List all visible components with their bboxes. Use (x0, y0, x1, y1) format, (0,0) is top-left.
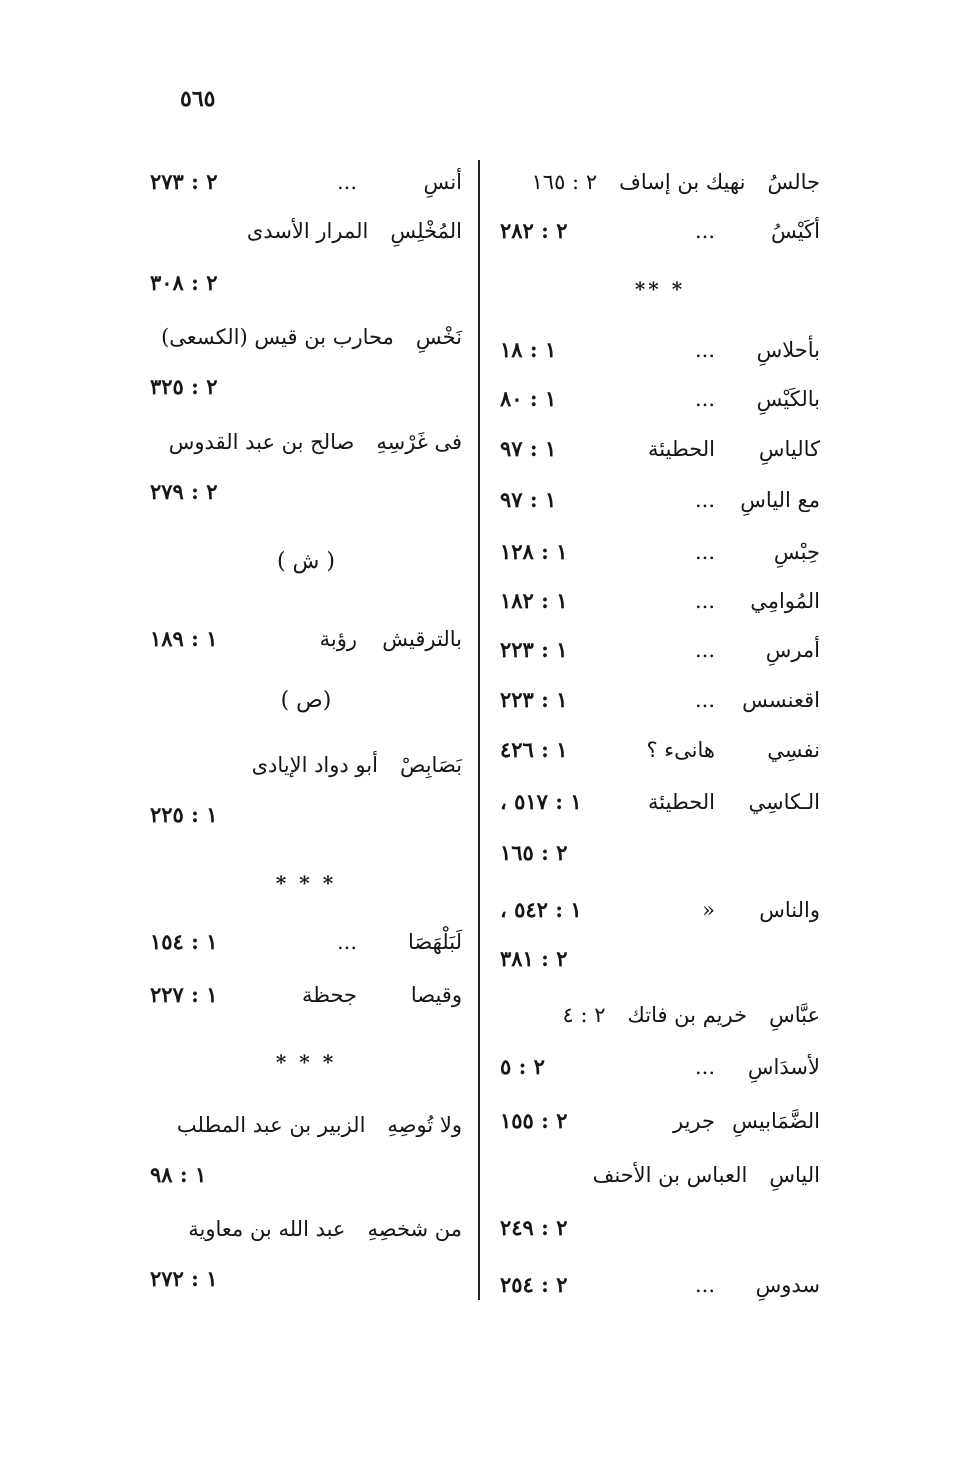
rhyme-word: حِبْسِ (773, 540, 820, 564)
rhyme-word: المُوامِي (750, 589, 820, 613)
rhyme-word: اقعنسس (742, 688, 820, 712)
poet-name: ... (694, 219, 715, 243)
index-entry (500, 1268, 820, 1302)
volume-page-ref: ١ : ٥١٧ ، (500, 789, 582, 814)
volume-page-ref: ١ : ١٢٨ (500, 539, 568, 564)
index-entry (500, 683, 820, 717)
entry-text: ٢ : ١٦٥ (531, 170, 598, 194)
entry-text: صالح بن عبد القدوس (168, 430, 355, 454)
index-entry (150, 1212, 462, 1246)
rhyme-word: ولا تُوصِهِ (387, 1113, 462, 1137)
rhyme-word: جالسُ (767, 170, 820, 194)
section-separator: * * * (275, 1050, 337, 1074)
poet-name: ... (694, 589, 715, 613)
index-entry (500, 584, 820, 618)
rhyme-word: بأحلاسِ (756, 338, 820, 362)
volume-page-ref: ١ : ٢٢٧ (150, 982, 218, 1007)
index-entry (500, 483, 820, 517)
continuation-ref (150, 475, 462, 509)
poet-name: ... (336, 930, 357, 954)
volume-page-ref: ١ : ٢٢٥ (150, 802, 218, 827)
volume-page-ref: ١ : ١٨٩ (150, 626, 218, 651)
poet-name: ... (336, 170, 357, 194)
index-entry (500, 535, 820, 569)
rhyme-word: بَصَابِصْ (399, 753, 462, 777)
volume-page-ref: ٢ : ٢٥٤ (500, 1272, 568, 1297)
volume-page-ref: ١ : ٨٠ (500, 386, 557, 411)
rhyme-word: أكَيْسُ (771, 219, 820, 243)
volume-page-ref: ٢ : ٣٨١ (500, 946, 568, 971)
rhyme-word: فى غَرْسِهِ (376, 430, 462, 454)
volume-page-ref: ١ : ٩٨ (150, 1162, 207, 1187)
index-entry (500, 165, 820, 199)
index-entry (500, 893, 820, 927)
entry-text: عبد الله بن معاوية (188, 1217, 346, 1241)
index-entry (500, 1050, 820, 1084)
rhyme-word: بالكَيْسِ (756, 387, 820, 411)
poet-name: ... (694, 338, 715, 362)
index-entry (500, 1158, 820, 1192)
entry-text: الزبير بن عبد المطلب (176, 1113, 366, 1137)
rhyme-word: الضَّمَابيسِ (732, 1109, 820, 1133)
volume-page-ref: ١ : ٢٧٢ (150, 1266, 218, 1291)
continuation-ref (150, 1158, 462, 1192)
index-entry (150, 165, 462, 199)
volume-page-ref: ٢ : ١٦٥ (500, 840, 568, 865)
poet-name: ... (694, 387, 715, 411)
volume-page-ref: ٢ : ٢٨٢ (500, 218, 568, 243)
rhyme-word: نفسِي (767, 738, 820, 762)
poet-name: ... (694, 1055, 715, 1079)
index-entry (500, 333, 820, 367)
rhyme-word: الياسِ (769, 1163, 820, 1187)
volume-page-ref: ٢ : ١٥٥ (500, 1108, 568, 1133)
index-entry (500, 1104, 820, 1138)
poet-name: ... (694, 1273, 715, 1297)
poet-name: « (702, 898, 715, 922)
entry-text: نهيك بن إساف (619, 170, 746, 194)
rhyme-word: أنسِ (423, 170, 462, 194)
volume-page-ref: ٢ : ٢٤٩ (500, 1215, 568, 1240)
poet-name: ... (694, 688, 715, 712)
poet-name: ... (694, 488, 715, 512)
index-entry (150, 925, 462, 959)
rhyme-word: أمرسِ (765, 638, 820, 662)
volume-page-ref: ١ : ٥٤٢ ، (500, 897, 582, 922)
index-entry (150, 748, 462, 782)
index-entry (150, 622, 462, 656)
rhyme-word: لأسدَاسِ (747, 1055, 820, 1079)
volume-page-ref: ١ : ٢٢٣ (500, 687, 568, 712)
rhyme-word: المُخْلِسِ (390, 219, 462, 243)
index-entry (150, 1108, 462, 1142)
rhyme-word: من شخصِهِ (367, 1217, 462, 1241)
index-entry (500, 733, 820, 767)
index-entry (500, 998, 820, 1032)
poet-name: رؤبة (319, 627, 357, 651)
continuation-ref (150, 266, 462, 300)
index-entry (150, 320, 462, 354)
section-separator: * * * (275, 871, 337, 895)
index-entry (500, 382, 820, 416)
index-entry (150, 214, 462, 248)
poet-name: هانىء ؟ (646, 738, 715, 762)
poet-name: الحطيئة (648, 437, 715, 461)
entry-text: المرار الأسدى (246, 219, 369, 243)
index-entry (500, 432, 820, 466)
volume-page-ref: ١ : ٩٧ (500, 487, 557, 512)
index-entry (500, 214, 820, 248)
rhyme-word: لَبَلْهَصَا (408, 930, 462, 954)
volume-page-ref: ١ : ١٥٤ (150, 929, 218, 954)
entry-text: ٢ : ٤ (562, 1003, 606, 1027)
volume-page-ref: ١ : ٢٢٣ (500, 637, 568, 662)
entry-text: أبو دواد الإيادى (251, 753, 378, 777)
volume-page-ref: ١ : ٩٧ (500, 436, 557, 461)
letter-heading: ( ش ) (276, 549, 335, 574)
continuation-ref (500, 836, 820, 870)
rhyme-word: سدوسِ (755, 1273, 820, 1297)
poet-name: ... (694, 638, 715, 662)
index-entry (500, 785, 820, 819)
column-divider (478, 160, 480, 1300)
volume-page-ref: ٢ : ٢٧٩ (150, 479, 218, 504)
continuation-ref (500, 1211, 820, 1245)
rhyme-word: وقيصا (410, 983, 462, 1007)
page-number: ٥٦٥ (180, 86, 216, 112)
volume-page-ref: ١ : ١٨٢ (500, 588, 568, 613)
rhyme-word: بالترقيش (382, 627, 462, 651)
rhyme-word: الـكاسِي (748, 790, 820, 814)
rhyme-word: مع الياسِ (740, 488, 820, 512)
poet-name: الحطيئة (648, 790, 715, 814)
volume-page-ref: ٢ : ٣٠٨ (150, 270, 218, 295)
continuation-ref (500, 942, 820, 976)
index-entry (500, 633, 820, 667)
poet-name: جحظة (301, 983, 357, 1007)
volume-page-ref: ٢ : ٣٢٥ (150, 374, 218, 399)
rhyme-word: نَخْسِ (415, 325, 462, 349)
rhyme-word: عبَّاسِ (769, 1003, 820, 1027)
continuation-ref (150, 370, 462, 404)
section-separator: * ** (634, 277, 686, 301)
index-entry (150, 978, 462, 1012)
rhyme-word: والناس (759, 898, 820, 922)
entry-text: العباس بن الأحنف (592, 1163, 748, 1187)
volume-page-ref: ١ : ٤٢٦ (500, 737, 568, 762)
letter-heading: (ص ) (280, 688, 332, 713)
entry-text: خريم بن فاتك (627, 1003, 748, 1027)
entry-text: محارب بن قيس (الكسعى) (161, 325, 394, 349)
volume-page-ref: ١ : ١٨ (500, 337, 557, 362)
volume-page-ref: ٢ : ٥ (500, 1054, 545, 1079)
poet-name: ... (694, 540, 715, 564)
poet-name: جرير (673, 1109, 715, 1133)
index-entry (150, 425, 462, 459)
volume-page-ref: ٢ : ٢٧٣ (150, 169, 218, 194)
continuation-ref (150, 1262, 462, 1296)
continuation-ref (150, 798, 462, 832)
rhyme-word: كالياسِ (758, 437, 820, 461)
